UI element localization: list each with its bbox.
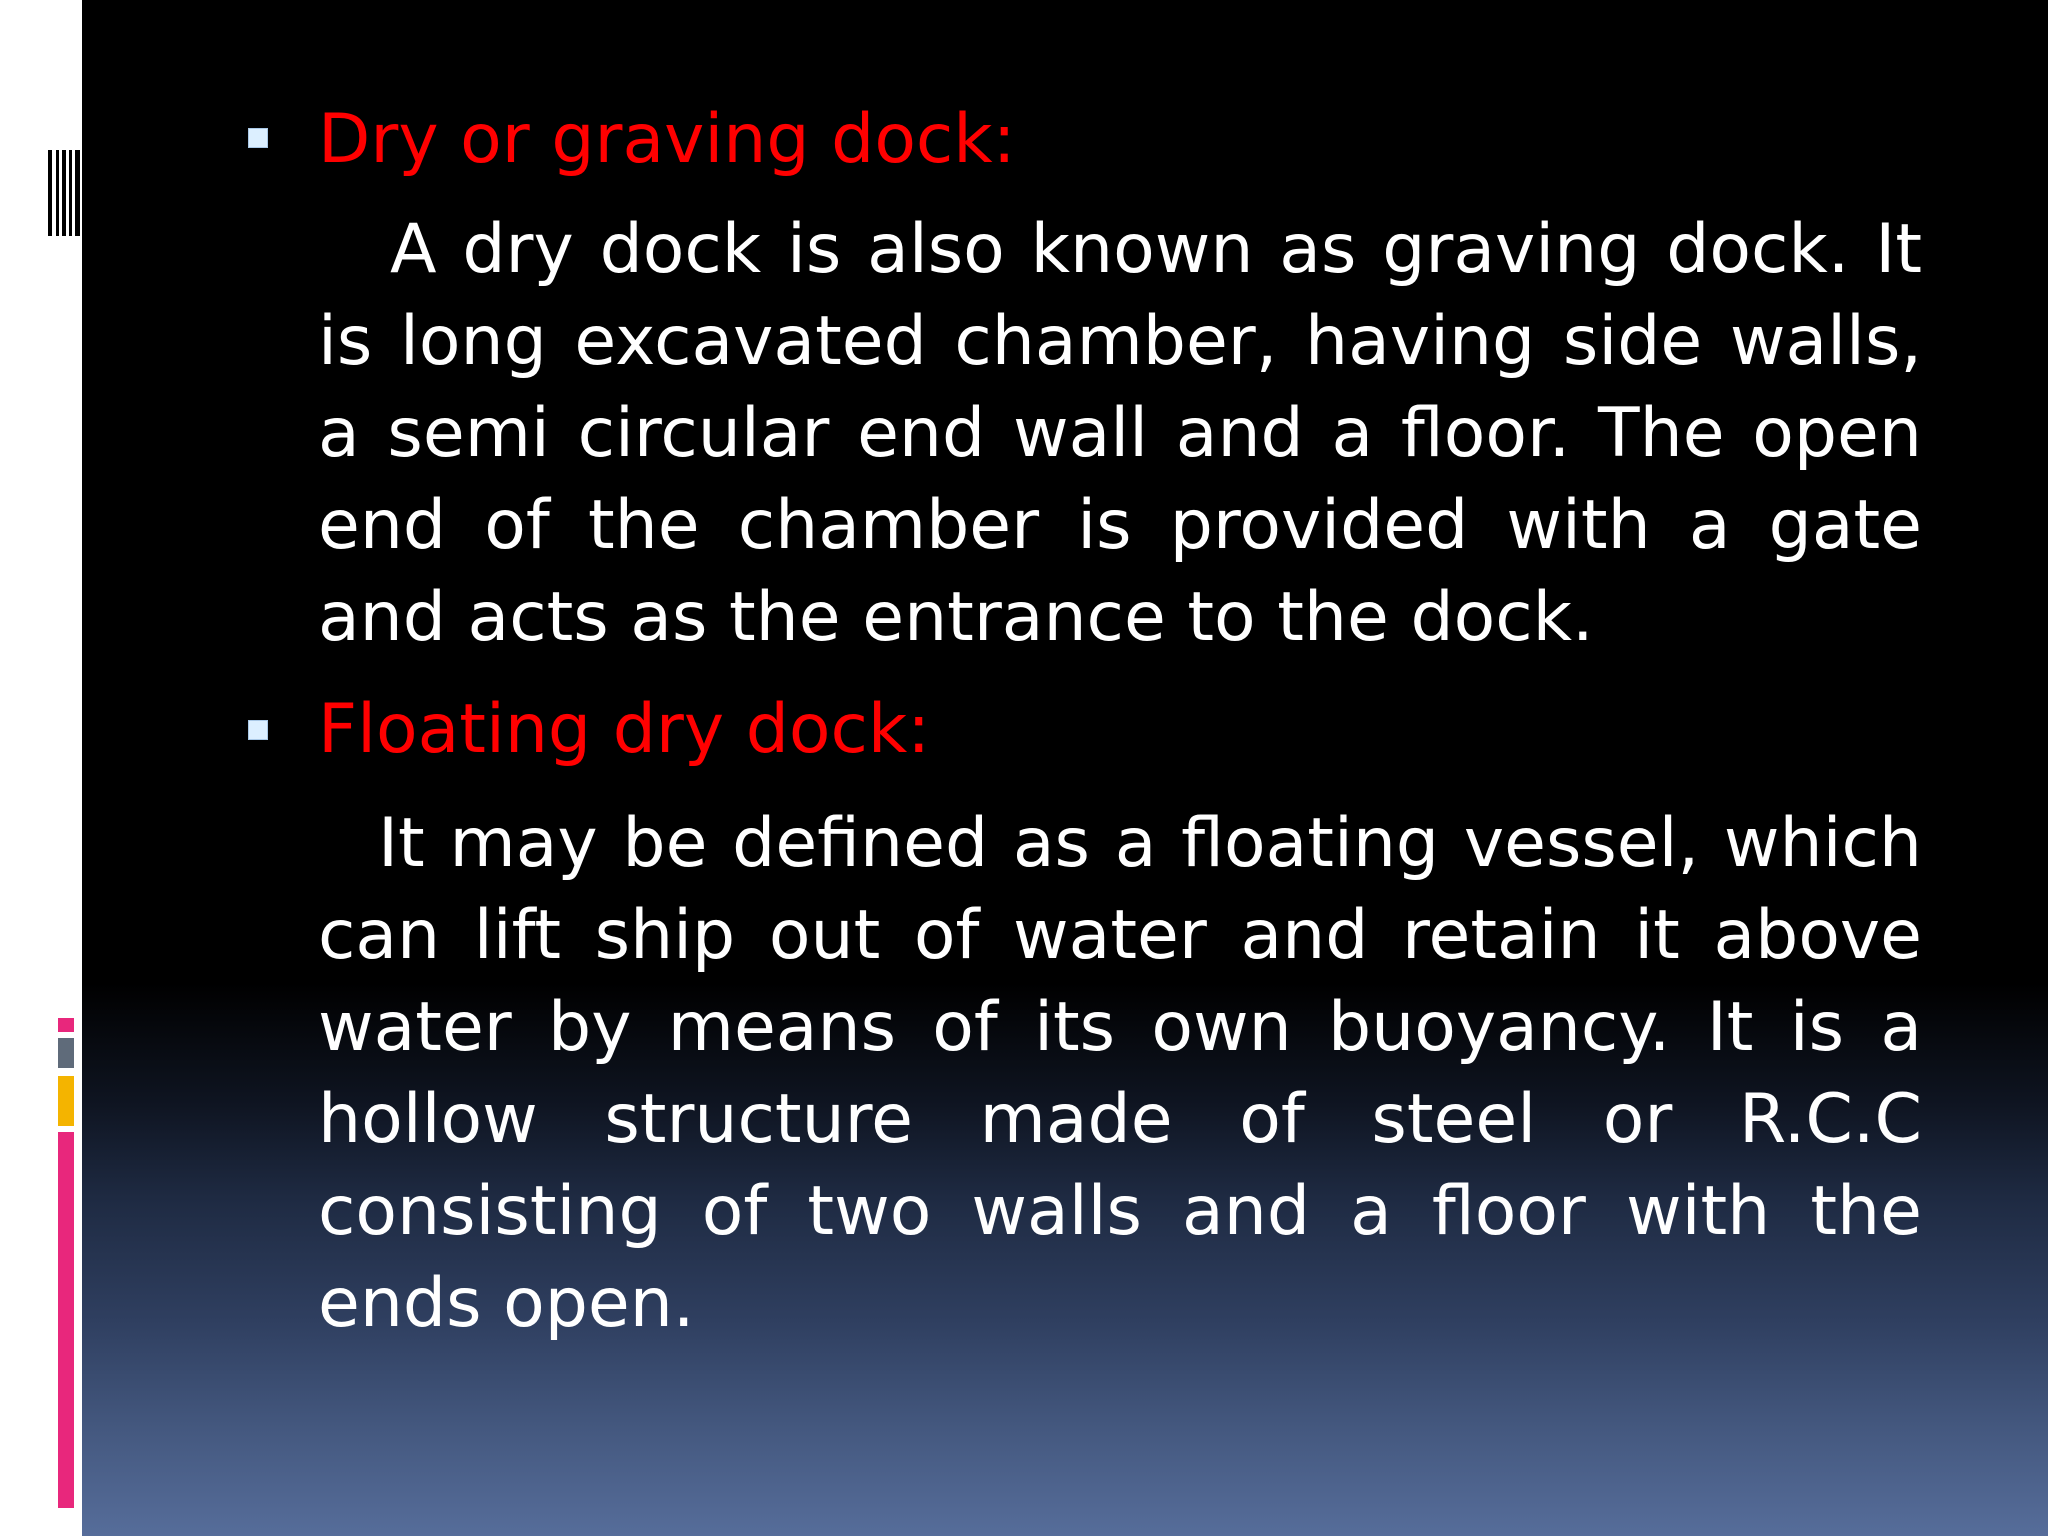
section-body-floating-dock <box>318 798 1922 1350</box>
section-heading-floating-dock: Floating dry dock: <box>318 690 931 769</box>
body-line: water by means of its own buoyancy. It is a <box>318 988 1922 1067</box>
bullet-square-icon <box>248 720 268 740</box>
bullet-square-icon <box>248 128 268 148</box>
body-line: is long excavated chamber, having side walls, <box>318 302 1922 381</box>
body-line: hollow structure made of steel or R.C.C <box>318 1080 1922 1159</box>
body-line: end of the chamber is provided with a gate <box>318 486 1922 565</box>
body-line: A dry dock is also known as graving dock. It <box>390 210 1922 289</box>
section-body-dry-dock <box>318 204 1922 664</box>
body-line: consisting of two walls and a floor with the <box>318 1172 1922 1251</box>
section-heading-dry-dock: Dry or graving dock: <box>318 100 1016 179</box>
body-line: a semi circular end wall and a floor. The open <box>318 394 1922 473</box>
body-line: and acts as the entrance to the dock. <box>318 578 1594 657</box>
body-line: can lift ship out of water and retain it above <box>318 896 1922 975</box>
body-line: It may be defined as a floating vessel, which <box>378 804 1922 883</box>
body-line: ends open. <box>318 1264 695 1343</box>
